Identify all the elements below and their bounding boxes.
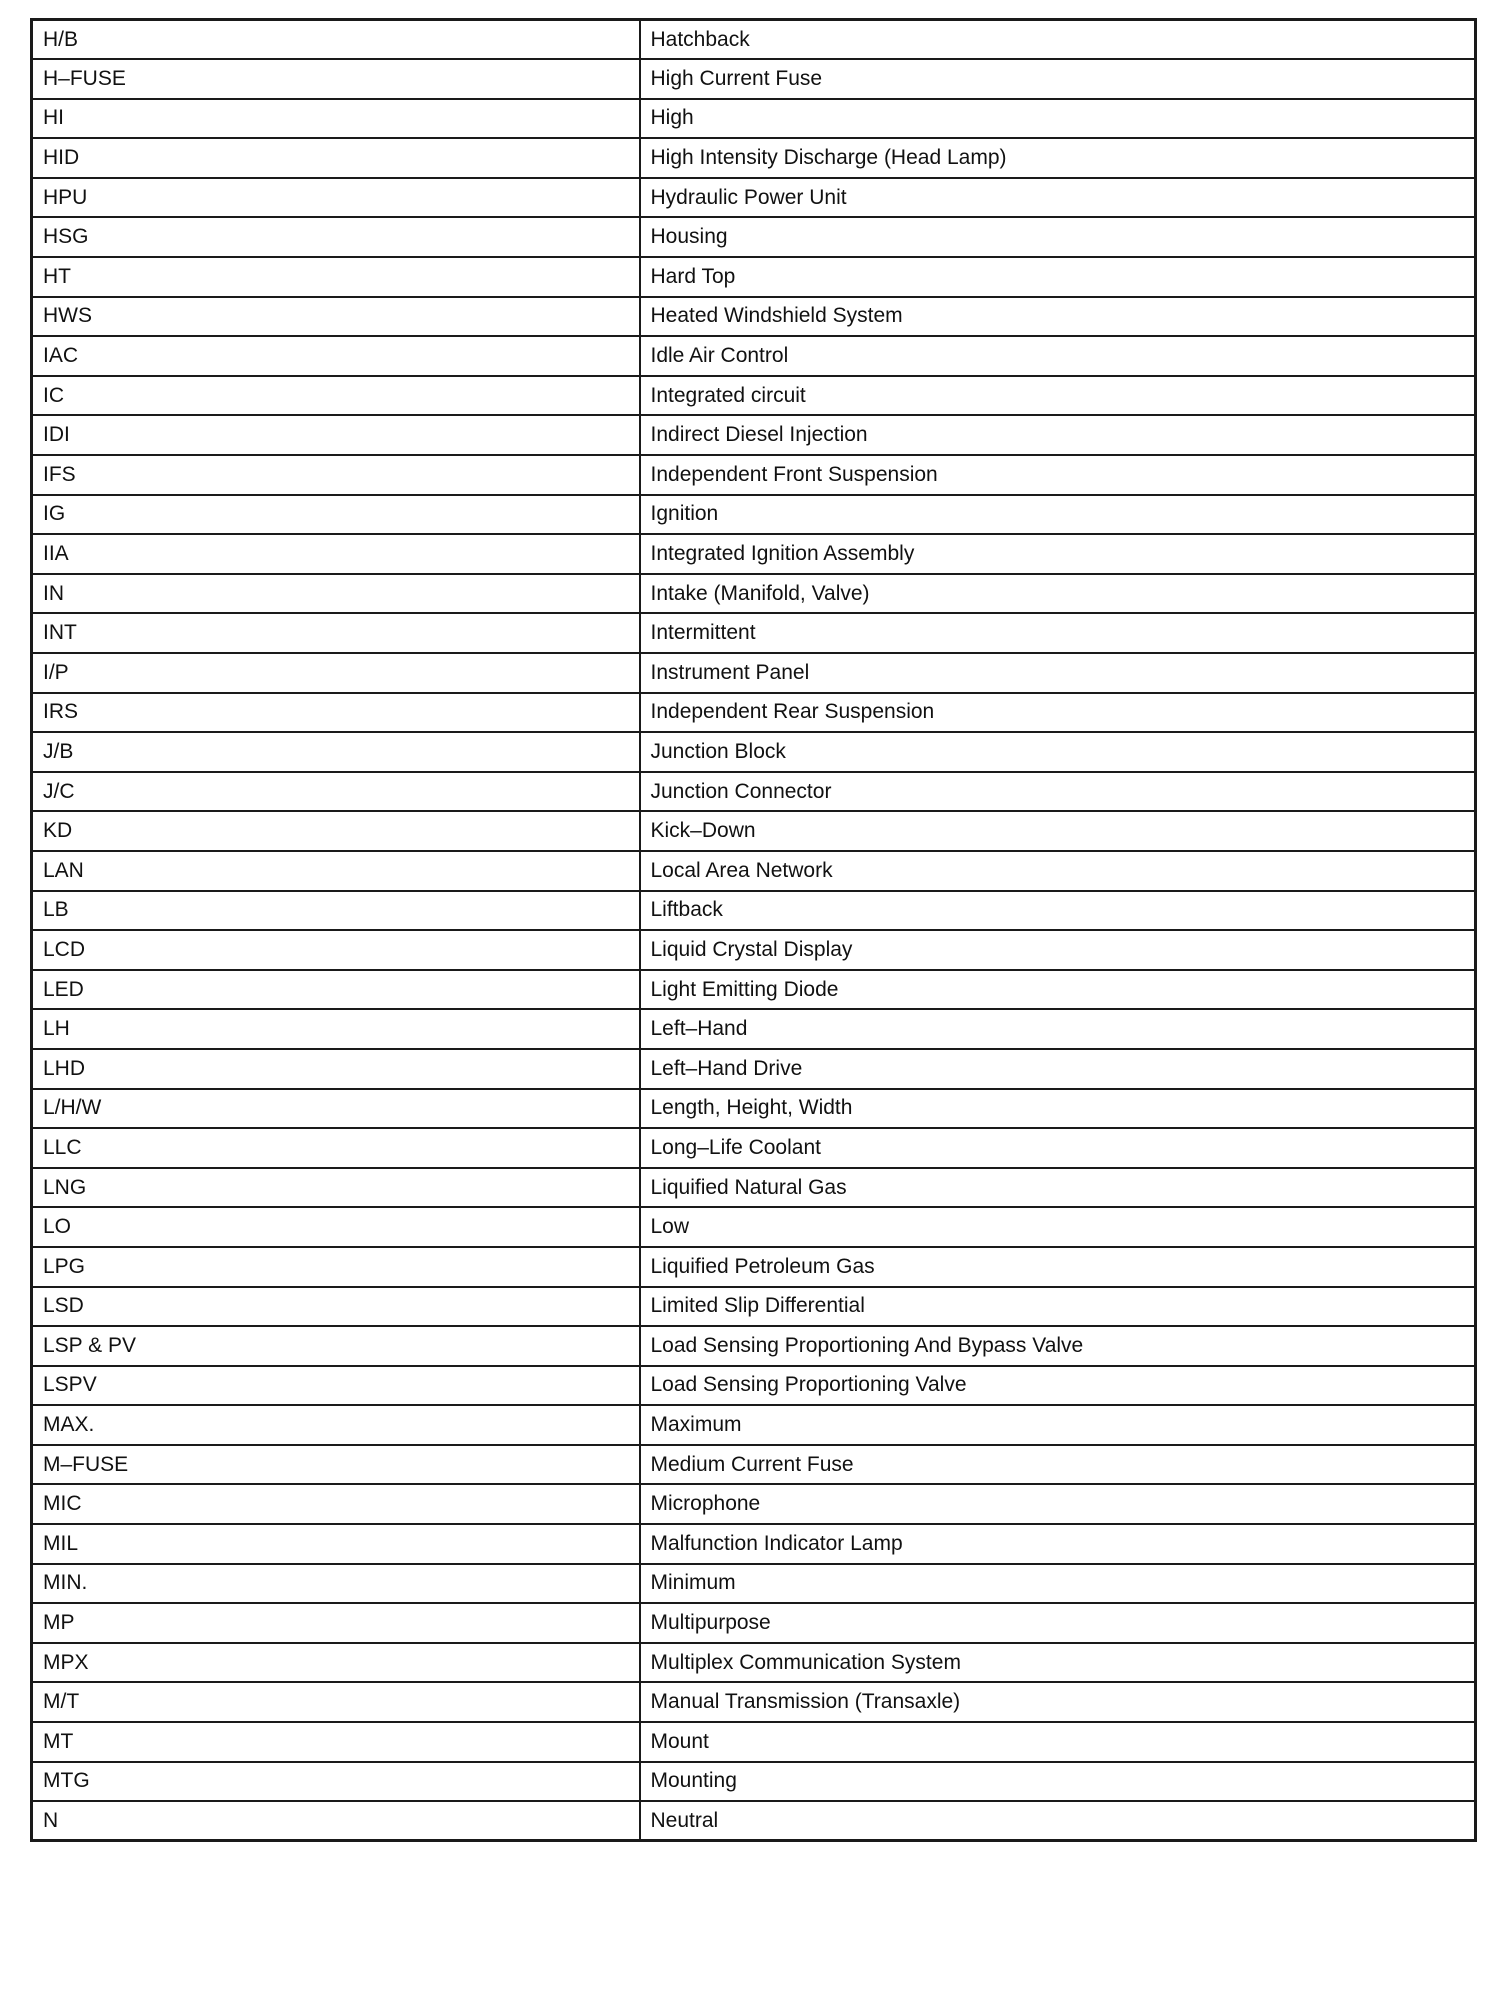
abbreviation-cell: J/C	[32, 772, 640, 812]
table-row	[32, 1247, 1476, 1287]
table-row	[32, 930, 1476, 970]
table-row	[32, 20, 1476, 60]
abbreviation-cell: HID	[32, 138, 640, 178]
meaning-cell: Independent Front Suspension	[640, 455, 1476, 495]
table-row	[32, 772, 1476, 812]
abbreviation-cell: H/B	[32, 20, 640, 60]
meaning-cell: Hard Top	[640, 257, 1476, 297]
table-row	[32, 653, 1476, 693]
meaning-cell: High	[640, 99, 1476, 139]
meaning-cell: Manual Transmission (Transaxle)	[640, 1682, 1476, 1722]
meaning-cell: Independent Rear Suspension	[640, 693, 1476, 733]
table-row	[32, 217, 1476, 257]
meaning-cell: High Intensity Discharge (Head Lamp)	[640, 138, 1476, 178]
meaning-cell: Mounting	[640, 1762, 1476, 1802]
meaning-cell: Minimum	[640, 1564, 1476, 1604]
abbreviation-cell: MT	[32, 1722, 640, 1762]
meaning-cell: Load Sensing Proportioning And Bypass Valve	[640, 1326, 1476, 1366]
meaning-cell: Load Sensing Proportioning Valve	[640, 1366, 1476, 1406]
abbreviation-cell: MIL	[32, 1524, 640, 1564]
abbreviation-cell: MIN.	[32, 1564, 640, 1604]
meaning-cell: Local Area Network	[640, 851, 1476, 891]
table-row	[32, 1603, 1476, 1643]
abbreviation-cell: MIC	[32, 1484, 640, 1524]
table-row	[32, 257, 1476, 297]
table-row	[32, 1089, 1476, 1129]
table-row	[32, 1445, 1476, 1485]
meaning-cell: Microphone	[640, 1484, 1476, 1524]
table-row	[32, 1801, 1476, 1841]
abbreviation-cell: IRS	[32, 693, 640, 733]
meaning-cell: Integrated circuit	[640, 376, 1476, 416]
meaning-cell: Intermittent	[640, 613, 1476, 653]
table-row	[32, 732, 1476, 772]
meaning-cell: Ignition	[640, 495, 1476, 535]
meaning-cell: Left–Hand Drive	[640, 1049, 1476, 1089]
table-row	[32, 1207, 1476, 1247]
abbreviation-cell: HI	[32, 99, 640, 139]
abbreviation-cell: N	[32, 1801, 640, 1841]
abbreviation-cell: J/B	[32, 732, 640, 772]
meaning-cell: Length, Height, Width	[640, 1089, 1476, 1129]
abbreviation-cell: IC	[32, 376, 640, 416]
abbreviation-cell: LAN	[32, 851, 640, 891]
table-row	[32, 1366, 1476, 1406]
table-row	[32, 1722, 1476, 1762]
meaning-cell: Intake (Manifold, Valve)	[640, 574, 1476, 614]
table-row	[32, 1524, 1476, 1564]
table-row	[32, 336, 1476, 376]
table-row	[32, 495, 1476, 535]
abbreviation-cell: IAC	[32, 336, 640, 376]
table-row	[32, 1643, 1476, 1683]
table-row	[32, 376, 1476, 416]
meaning-cell: Indirect Diesel Injection	[640, 415, 1476, 455]
abbreviation-cell: LED	[32, 970, 640, 1010]
meaning-cell: Integrated Ignition Assembly	[640, 534, 1476, 574]
abbreviation-cell: LH	[32, 1009, 640, 1049]
table-row	[32, 178, 1476, 218]
table-row	[32, 99, 1476, 139]
abbreviation-cell: HWS	[32, 297, 640, 337]
meaning-cell: Maximum	[640, 1405, 1476, 1445]
meaning-cell: Mount	[640, 1722, 1476, 1762]
abbreviation-cell: HT	[32, 257, 640, 297]
abbreviation-cell: INT	[32, 613, 640, 653]
abbreviation-cell: LCD	[32, 930, 640, 970]
meaning-cell: Junction Block	[640, 732, 1476, 772]
table-row	[32, 1405, 1476, 1445]
table-row	[32, 415, 1476, 455]
abbreviation-table-body	[32, 20, 1476, 1841]
table-row	[32, 574, 1476, 614]
abbreviation-cell: LHD	[32, 1049, 640, 1089]
table-row	[32, 1326, 1476, 1366]
table-row	[32, 613, 1476, 653]
table-row	[32, 1009, 1476, 1049]
abbreviation-cell: I/P	[32, 653, 640, 693]
abbreviation-cell: LPG	[32, 1247, 640, 1287]
abbreviation-cell: M–FUSE	[32, 1445, 640, 1485]
table-row	[32, 1287, 1476, 1327]
abbreviation-cell: KD	[32, 811, 640, 851]
table-row	[32, 59, 1476, 99]
table-row	[32, 1128, 1476, 1168]
abbreviation-cell: LSP & PV	[32, 1326, 640, 1366]
meaning-cell: Liquid Crystal Display	[640, 930, 1476, 970]
meaning-cell: Hatchback	[640, 20, 1476, 60]
abbreviation-cell: LO	[32, 1207, 640, 1247]
meaning-cell: Liftback	[640, 891, 1476, 931]
meaning-cell: Junction Connector	[640, 772, 1476, 812]
meaning-cell: Kick–Down	[640, 811, 1476, 851]
table-row	[32, 1484, 1476, 1524]
abbreviation-cell: LNG	[32, 1168, 640, 1208]
table-row	[32, 693, 1476, 733]
abbreviation-cell: M/T	[32, 1682, 640, 1722]
table-row	[32, 1762, 1476, 1802]
meaning-cell: High Current Fuse	[640, 59, 1476, 99]
table-row	[32, 534, 1476, 574]
abbreviation-cell: L/H/W	[32, 1089, 640, 1129]
meaning-cell: Low	[640, 1207, 1476, 1247]
abbreviation-cell: HPU	[32, 178, 640, 218]
abbreviation-cell: IN	[32, 574, 640, 614]
table-row	[32, 1168, 1476, 1208]
table-row	[32, 1049, 1476, 1089]
abbreviation-cell: IG	[32, 495, 640, 535]
meaning-cell: Liquified Petroleum Gas	[640, 1247, 1476, 1287]
meaning-cell: Medium Current Fuse	[640, 1445, 1476, 1485]
table-row	[32, 970, 1476, 1010]
meaning-cell: Limited Slip Differential	[640, 1287, 1476, 1327]
meaning-cell: Neutral	[640, 1801, 1476, 1841]
abbreviation-cell: LLC	[32, 1128, 640, 1168]
meaning-cell: Heated Windshield System	[640, 297, 1476, 337]
meaning-cell: Left–Hand	[640, 1009, 1476, 1049]
table-row	[32, 297, 1476, 337]
abbreviation-cell: MP	[32, 1603, 640, 1643]
abbreviation-cell: LSD	[32, 1287, 640, 1327]
abbreviation-cell: H–FUSE	[32, 59, 640, 99]
abbreviation-cell: HSG	[32, 217, 640, 257]
abbreviation-cell: LSPV	[32, 1366, 640, 1406]
meaning-cell: Instrument Panel	[640, 653, 1476, 693]
abbreviation-cell: MPX	[32, 1643, 640, 1683]
table-row	[32, 811, 1476, 851]
meaning-cell: Housing	[640, 217, 1476, 257]
table-row	[32, 138, 1476, 178]
table-row	[32, 1564, 1476, 1604]
meaning-cell: Idle Air Control	[640, 336, 1476, 376]
meaning-cell: Light Emitting Diode	[640, 970, 1476, 1010]
meaning-cell: Hydraulic Power Unit	[640, 178, 1476, 218]
abbreviation-cell: MAX.	[32, 1405, 640, 1445]
table-row	[32, 851, 1476, 891]
meaning-cell: Multiplex Communication System	[640, 1643, 1476, 1683]
abbreviation-cell: IDI	[32, 415, 640, 455]
abbreviation-table	[30, 18, 1477, 1842]
abbreviation-cell: MTG	[32, 1762, 640, 1802]
abbreviation-cell: IIA	[32, 534, 640, 574]
meaning-cell: Malfunction Indicator Lamp	[640, 1524, 1476, 1564]
table-row	[32, 891, 1476, 931]
table-row	[32, 1682, 1476, 1722]
table-row	[32, 455, 1476, 495]
abbreviation-cell: IFS	[32, 455, 640, 495]
meaning-cell: Multipurpose	[640, 1603, 1476, 1643]
meaning-cell: Long–Life Coolant	[640, 1128, 1476, 1168]
meaning-cell: Liquified Natural Gas	[640, 1168, 1476, 1208]
abbreviation-cell: LB	[32, 891, 640, 931]
